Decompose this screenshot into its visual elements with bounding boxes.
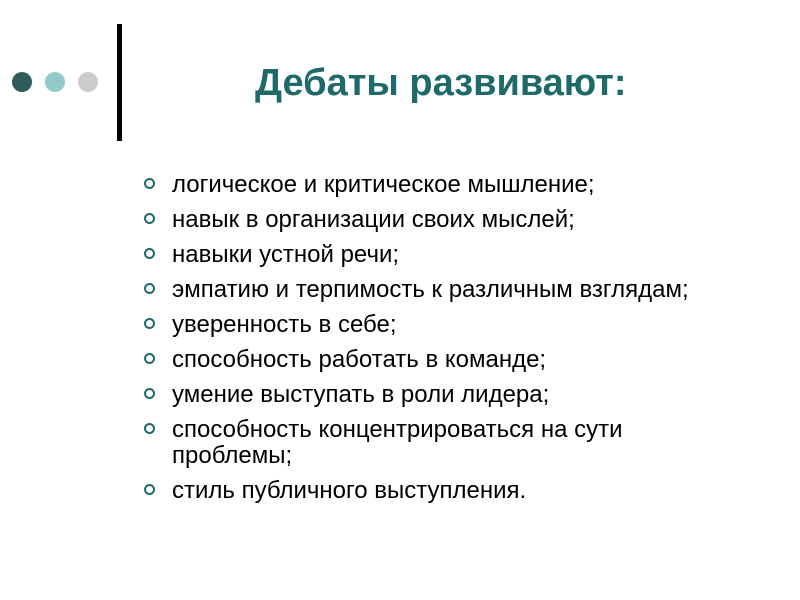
bullet-item [142, 277, 742, 303]
light-teal-dot-icon [45, 72, 65, 92]
bullet-text: навыки устной речи; [172, 241, 400, 268]
dark-teal-dot-icon [12, 72, 32, 92]
bullet-text: стиль публичного выступления. [172, 477, 527, 504]
bullet-text: умение выступать в роли лидера; [172, 381, 550, 408]
bullet-item [142, 382, 742, 408]
bullet-item [142, 242, 742, 268]
circle-bullet-icon [144, 318, 155, 329]
decor-dots [12, 72, 98, 92]
bullet-item [142, 207, 742, 233]
bullet-item [142, 172, 742, 198]
circle-bullet-icon [144, 213, 155, 224]
circle-bullet-icon [144, 388, 155, 399]
bullet-text: способность работать в команде; [172, 346, 547, 373]
bullet-item [142, 312, 742, 338]
bullet-item [142, 478, 742, 504]
circle-bullet-icon [144, 353, 155, 364]
gray-dot-icon [78, 72, 98, 92]
bullet-text: эмпатию и терпимость к различным взглядам; [172, 276, 689, 303]
bullet-text: логическое и критическое мышление; [172, 171, 595, 198]
circle-bullet-icon [144, 423, 155, 434]
circle-bullet-icon [144, 484, 155, 495]
circle-bullet-icon [144, 283, 155, 294]
bullet-text: уверенность в себе; [172, 311, 397, 338]
circle-bullet-icon [144, 248, 155, 259]
vertical-divider [117, 24, 122, 141]
bullet-text: способность концентрироваться на сути проблемы; [172, 416, 623, 469]
bullet-text: навык в организации своих мыслей; [172, 206, 575, 233]
circle-bullet-icon [144, 178, 155, 189]
bullet-list [142, 172, 742, 513]
bullet-item [142, 347, 742, 373]
slide-title: Дебаты развивают: [255, 62, 627, 104]
bullet-item [142, 417, 742, 469]
